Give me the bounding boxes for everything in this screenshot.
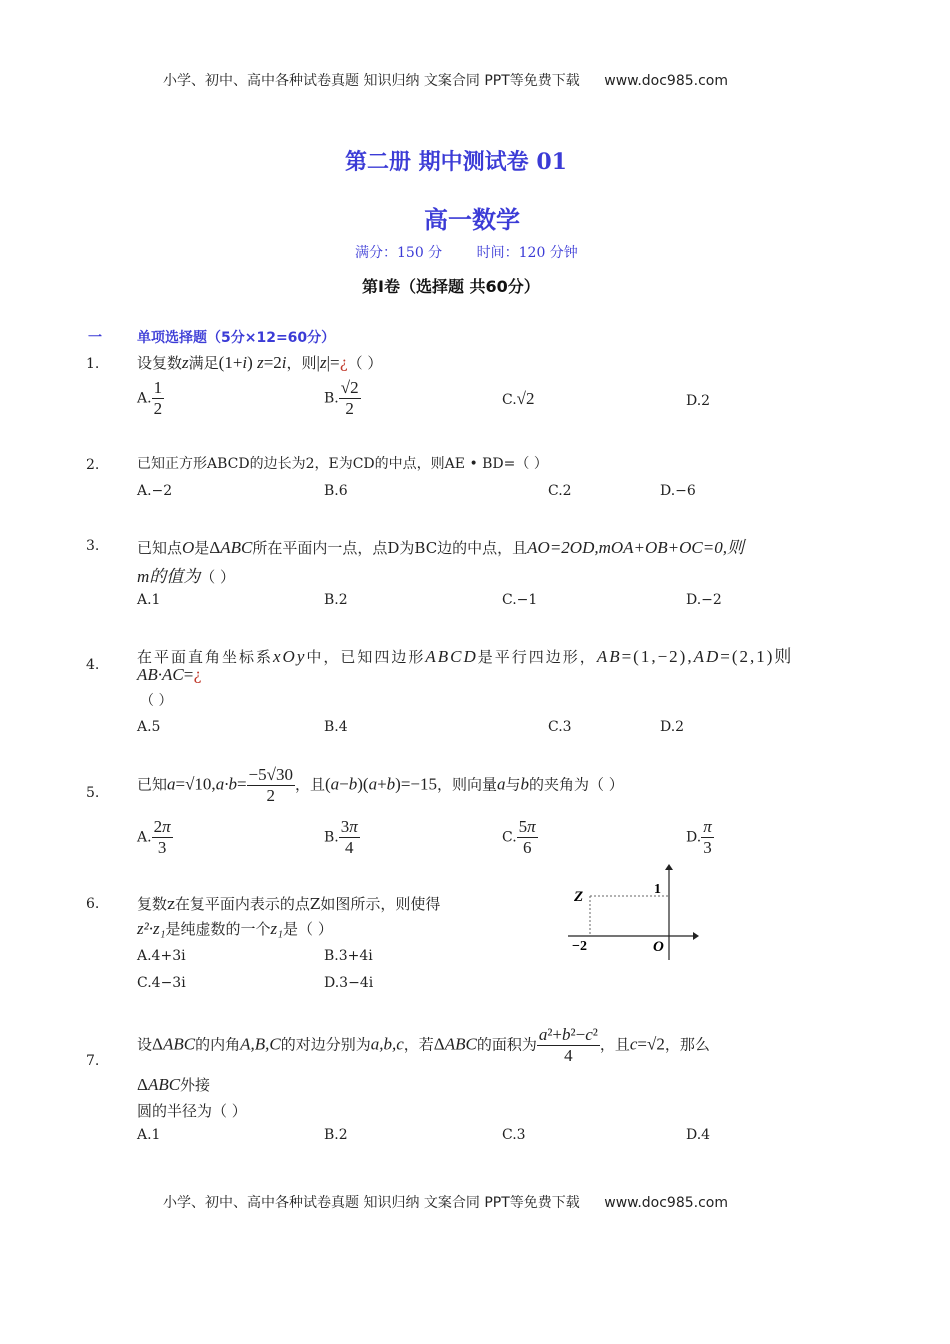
option-b: B. $\frac{3\pi}{4}$ [324,817,358,857]
question-text-line2: m的值为（ ） [137,567,236,586]
origin-label: O [653,939,664,955]
question-number: 4. [86,657,100,673]
y-axis-arrow [665,864,673,870]
question-text-line2: AB·AC=¿ [137,665,202,684]
option-c: C.2 [548,483,572,499]
option-b: B.2 [324,1127,348,1143]
question-number: 5. [86,785,100,801]
option-b: B. $\frac{√2}{2}$ [324,378,359,418]
volume-heading: 第Ⅰ卷（选择题 共60分） [362,277,540,296]
option-c: C.√2 [502,389,535,408]
question-text-line2: z²·z₁是纯虚数的一个z₁是（ ） [137,919,333,938]
header-url: www.doc985.com [604,73,728,89]
question-number: 6. [86,896,100,912]
page-footer [163,1192,728,1212]
option-d: D.2 [686,393,711,409]
option-c: C.3 [548,719,572,735]
tick-neg2-label: −2 [572,939,587,954]
page-header [163,70,728,90]
option-d: D.3−4i [324,975,374,991]
option-b: B.6 [324,483,348,499]
option-a: A.1 [137,592,161,608]
option-a: A.−2 [137,483,173,499]
page-subtitle: 高一数学 [424,205,520,234]
question-text: 在平面直角坐标系xOy中，已知四边形ABCD是平行四边形，AB=(1,−2),AD=(2,1)则 [137,647,794,666]
complex-plane-figure [565,860,700,965]
option-d: D.−6 [660,483,696,499]
question-text-line3: 圆的半径为（ ） [137,1102,247,1120]
option-a: A.5 [137,719,161,735]
option-c: C.3 [502,1127,526,1143]
option-a: A.4+3i [137,948,186,964]
option-a: A.1 [137,1127,161,1143]
question-number: 2. [86,457,100,473]
footer-url: www.doc985.com [604,1195,728,1211]
question-text: 已知点O是ΔABC所在平面内一点，点D为BC边的中点，且AO=2OD,mOA+OB+OC=0,则 [137,538,744,557]
option-c: C. $\frac{5\pi}{6}$ [502,817,536,857]
question-number: 1. [86,356,100,372]
option-b: B.4 [324,719,348,735]
full-score: 满分：150 分 [355,245,443,261]
option-d: D.4 [686,1127,711,1143]
page-title: 第二册 期中测试卷 01 [345,149,567,175]
question-text: 设复数z满足(1+i) z=2i，则|z|=¿（ ） [137,353,383,372]
question-text: 复数z在复平面内表示的点Z如图所示，则使得 [137,895,441,913]
header-text: 小学、初中、高中各种试卷真题 知识归纳 文案合同 PPT等免费下载 [163,73,580,89]
tick-one-label: 1 [654,882,661,897]
question-text: 设ΔABC的内角A,B,C的对边分别为a,b,c，若ΔABC的面积为 $\frac{\text{a²+b²−c²}}{4}$ ，且c=√2，那么 [137,1025,710,1065]
option-c: C.−1 [502,592,538,608]
option-d: D. $\frac{\pi}{3}$ [686,817,712,857]
option-d: D.−2 [686,592,722,608]
question-text-line3: （ ） [140,693,173,709]
option-b: B.2 [324,592,348,608]
score-info [355,242,578,262]
section-label: 单项选择题（5分×12=60分） [137,330,336,346]
option-c: C.4−3i [137,975,186,991]
question-text: 已知a=√10,a·b= $\frac{-5√30}{2}$ ，且(a−b)(a+b)=−15，则向量a与b的夹角为（ ） [137,765,624,805]
option-d: D.2 [660,719,685,735]
point-z-label: Z [574,889,584,905]
option-b: B.3+4i [324,948,373,964]
question-text-line2: ΔABC外接 [137,1075,211,1094]
footer-text: 小学、初中、高中各种试卷真题 知识归纳 文案合同 PPT等免费下载 [163,1195,580,1211]
option-a: A. $\frac{2\pi}{3}$ [137,817,171,857]
question-number: 3. [86,538,100,554]
question-number: 7. [86,1053,100,1069]
question-text: 已知正方形ABCD的边长为2，E为CD的中点，则AE • BD=（ ） [137,456,548,472]
section-number: 一 [88,330,102,346]
time-limit: 时间：120 分钟 [476,245,578,261]
x-axis-arrow [693,932,699,940]
option-a: A. $\frac{1}{2}$ [137,378,163,418]
